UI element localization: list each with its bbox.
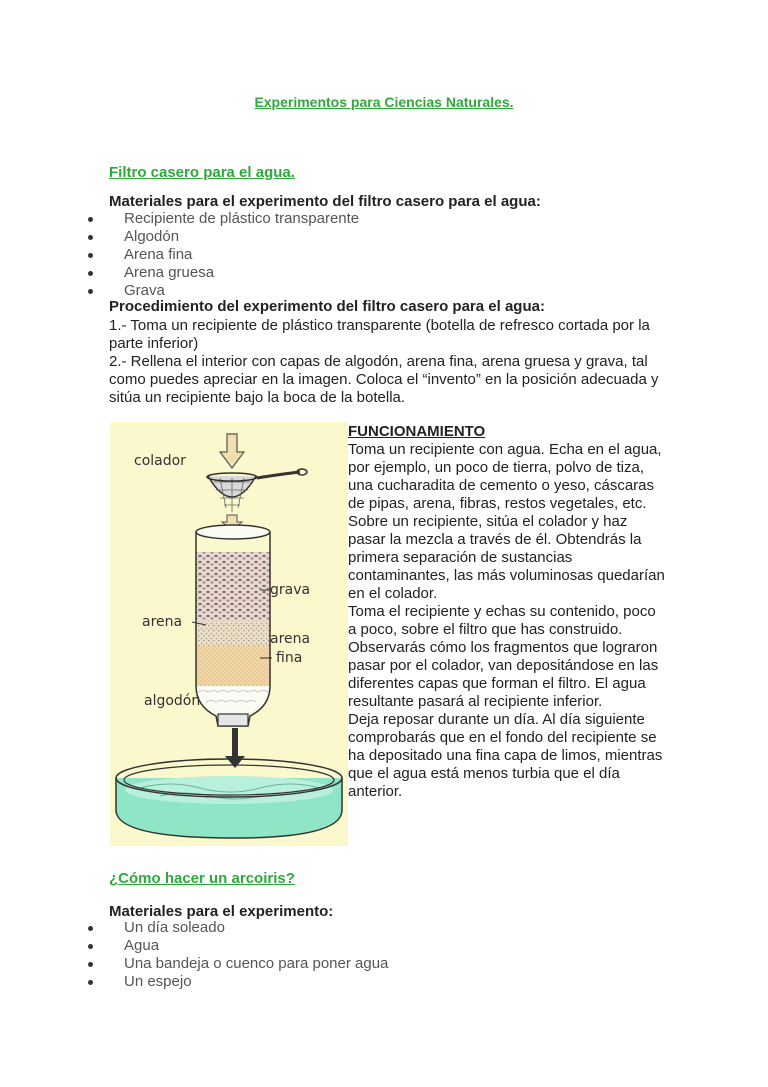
list-item: Un día soleado bbox=[88, 919, 388, 937]
water-basin-icon bbox=[116, 759, 342, 838]
filter-materials-heading: Materiales para el experimento del filtro casero para el agua: bbox=[109, 193, 541, 210]
function-paragraph: Deja reposar durante un día. Al día siguiente comprobarás que en el fondo del recipiente se ha depositado una fina capa de limos, mientras que el agua está menos turbia que el día anterior. bbox=[348, 711, 663, 800]
rainbow-materials-list bbox=[88, 919, 388, 991]
list-item: Arena gruesa bbox=[88, 264, 359, 282]
sieve-icon bbox=[207, 469, 307, 512]
list-item: Un espejo bbox=[88, 973, 388, 991]
list-item: Arena fina bbox=[88, 246, 359, 264]
function-heading: FUNCIONAMIENTO bbox=[348, 423, 486, 440]
label-algodon: algodón bbox=[144, 693, 201, 709]
list-item: Algodón bbox=[88, 228, 359, 246]
list-item: Agua bbox=[88, 937, 388, 955]
rainbow-section-title: ¿Cómo hacer un arcoiris? bbox=[109, 870, 295, 887]
water-filter-drawing bbox=[110, 422, 348, 846]
filter-procedure-heading: Procedimiento del experimento del filtro casero para el agua: bbox=[109, 298, 545, 315]
bottle-filter-icon bbox=[196, 525, 270, 726]
filter-section-title: Filtro casero para el agua. bbox=[109, 164, 295, 181]
label-colador: colador bbox=[134, 453, 186, 469]
list-item: Recipiente de plástico transparente bbox=[88, 210, 359, 228]
label-arena-fina-1: arena bbox=[270, 631, 311, 647]
water-filter-illustration bbox=[110, 422, 348, 846]
filter-materials-list bbox=[88, 210, 359, 300]
label-grava: grava bbox=[270, 582, 311, 598]
list-item: Una bandeja o cuenco para poner agua bbox=[88, 955, 388, 973]
document-title: Experimentos para Ciencias Naturales. bbox=[254, 94, 514, 110]
label-arena-fina-2: fina bbox=[276, 650, 303, 666]
function-paragraph: Sobre un recipiente, sitúa el colador y haz pasar la mezcla a través de él. Obtendrás la primera separación de sustancias contaminantes, las más voluminosas quedarían en el colador. bbox=[348, 513, 665, 602]
function-text bbox=[348, 423, 668, 801]
list-item: Grava bbox=[88, 282, 359, 300]
procedure-step: 1.- Toma un recipiente de plástico transparente (botella de refresco cortada por la parte inferior) bbox=[109, 317, 650, 352]
function-paragraph: Toma el recipiente y echas su contenido, poco a poco, sobre el filtro que has construido. Observarás cómo los fragmentos que lograron pasar por el colador, van depositándose en las diferentes capas que forman el filtro. El agua resultante pasará al recipiente inferior. bbox=[348, 603, 659, 710]
function-paragraph: Toma un recipiente con agua. Echa en el agua, por ejemplo, un poco de tierra, polvo de tiza, una cucharadita de cemento o yeso, cáscaras de pipas, arena, fibras, restos vegetales, etc. bbox=[348, 441, 662, 512]
label-arena: arena bbox=[142, 614, 183, 630]
procedure-step: 2.- Rellena el interior con capas de algodón, arena fina, arena gruesa y grava, tal como puedes apreciar en la imagen. Coloca el “invento” en la posición adecuada y sitúa un recipiente bajo la boca de la botella. bbox=[109, 353, 659, 406]
rainbow-materials-heading: Materiales para el experimento: bbox=[109, 903, 334, 920]
